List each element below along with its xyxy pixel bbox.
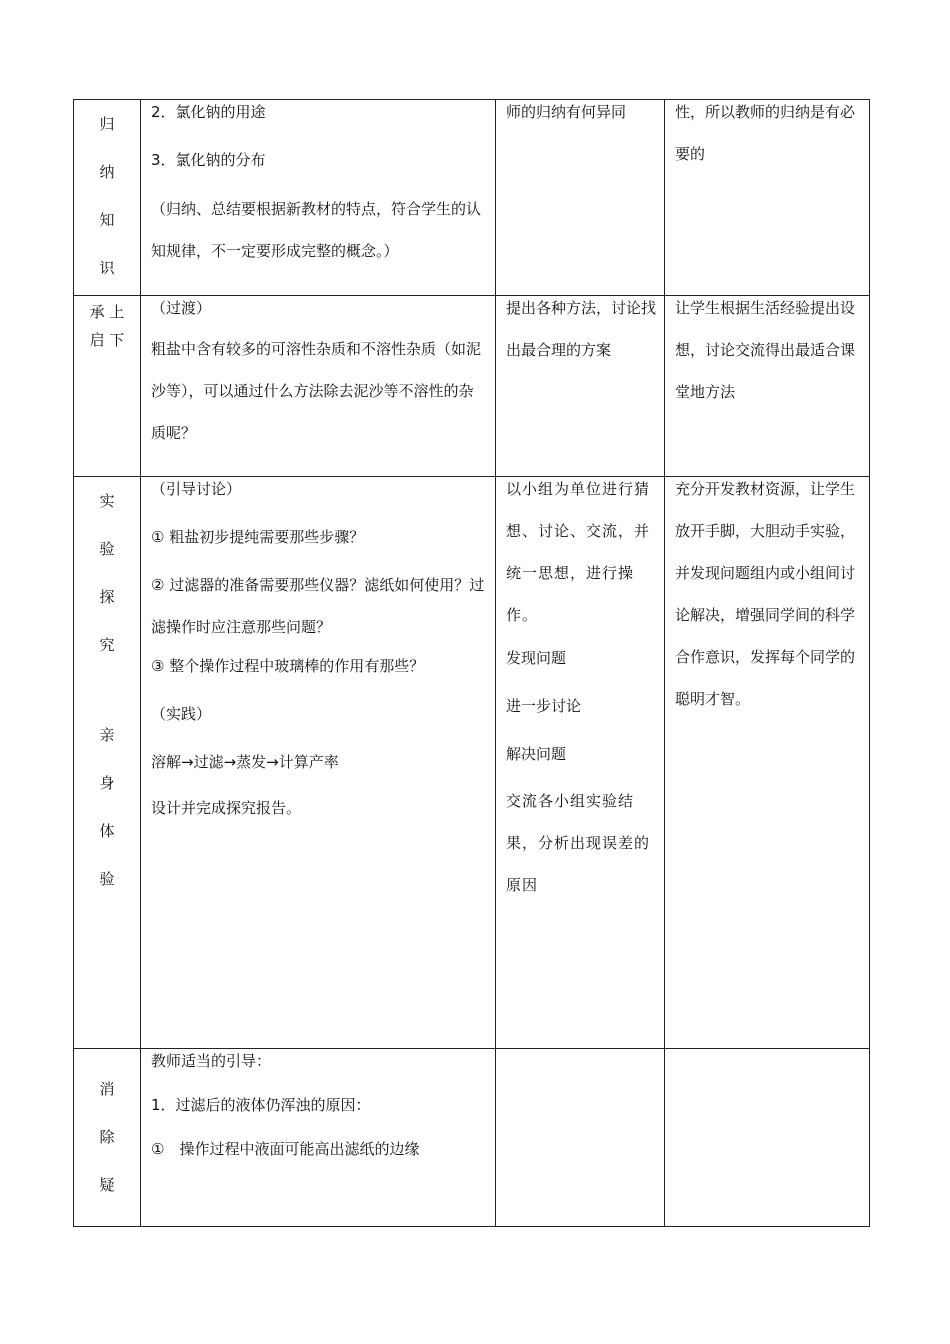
section-char: 验 (99, 870, 115, 888)
student-line: 交流各小组实验结果，分析出现误差的原因 (506, 792, 651, 894)
content-line: （实践） (151, 705, 212, 723)
design-intent-cell (665, 1049, 870, 1227)
section-char: 消 (99, 1080, 115, 1098)
table-row (74, 477, 870, 1049)
intent-line: 性，所以教师的归纳是有必要的 (675, 103, 856, 163)
section-char: 验 (99, 540, 115, 558)
student-line: 提出各种方法，讨论找出最合理的方案 (506, 299, 657, 359)
student-line: 解决问题 (506, 745, 567, 763)
section-char: 疑 (99, 1176, 115, 1194)
table-row (74, 100, 870, 296)
lesson-plan-table (73, 99, 870, 1227)
section-char: 除 (99, 1128, 115, 1146)
section-char: 知 (99, 211, 115, 229)
content-line: （引导讨论） (151, 480, 242, 498)
content-line: 教师适当的引导： (151, 1052, 272, 1070)
content-line: （归纳、总结要根据新教材的特点，符合学生的认知规律，不一定要形成完整的概念。） (151, 200, 482, 260)
content-line: ② 过滤器的准备需要那些仪器？滤纸如何使用？过滤操作时应注意那些问题？ (151, 576, 485, 636)
section-char: 究 (99, 636, 115, 654)
student-line: 师的归纳有何异同 (506, 103, 627, 121)
student-activity-cell (496, 296, 665, 477)
section-char: 承 上 (89, 303, 125, 321)
section-cell (74, 100, 141, 296)
section-char: 纳 (99, 163, 115, 181)
section-char: 探 (99, 588, 115, 606)
section-char: 体 (99, 822, 115, 840)
intent-line: 让学生根据生活经验提出设想，讨论交流得出最适合课堂地方法 (675, 299, 856, 401)
content-cell (141, 100, 496, 296)
content-line: （过渡） (151, 299, 212, 317)
content-cell (141, 1049, 496, 1227)
student-activity-cell (496, 1049, 665, 1227)
intent-line: 充分开发教材资源，让学生放开手脚，大胆动手实验，并发现问题组内或小组间讨论解决，增强同学间的科学合作意识，发挥每个同学的聪明才智。 (675, 480, 856, 708)
section-char: 实 (99, 492, 115, 510)
student-line: 以小组为单位进行猜想、讨论、交流，并统一思想，进行操作。 (506, 480, 651, 624)
content-line: 1．过滤后的液体仍浑浊的原因： (151, 1096, 371, 1114)
content-line: 2．氯化钠的用途 (151, 103, 266, 121)
section-cell (74, 296, 141, 477)
section-cell (74, 1049, 141, 1227)
student-activity-cell (496, 100, 665, 296)
content-line: 溶解→过滤→蒸发→计算产率 (151, 753, 339, 771)
section-char: 识 (99, 259, 115, 277)
design-intent-cell (665, 477, 870, 1049)
section-char: 启 下 (89, 331, 125, 349)
design-intent-cell (665, 296, 870, 477)
content-line: 粗盐中含有较多的可溶性杂质和不溶性杂质（如泥沙等），可以通过什么方法除去泥沙等不溶性的杂质呢？ (151, 340, 482, 442)
section-char: 亲 (99, 726, 115, 744)
content-line: 3．氯化钠的分布 (151, 151, 266, 169)
student-line: 进一步讨论 (506, 697, 582, 715)
section-cell (74, 477, 141, 1049)
table-row (74, 1049, 870, 1227)
section-char: 归 (99, 115, 115, 133)
table-row (74, 296, 870, 477)
content-cell (141, 296, 496, 477)
student-line: 发现问题 (506, 649, 567, 667)
content-line: ① 粗盐初步提纯需要那些步骤？ (151, 528, 365, 546)
student-activity-cell (496, 477, 665, 1049)
section-char: 身 (99, 774, 115, 792)
section-char (74, 669, 140, 711)
content-line: 设计并完成探究报告。 (151, 799, 302, 817)
design-intent-cell (665, 100, 870, 296)
content-cell (141, 477, 496, 1049)
content-line: ① 操作过程中液面可能高出滤纸的边缘 (151, 1140, 420, 1158)
content-line: ③ 整个操作过程中玻璃棒的作用有那些？ (151, 657, 425, 675)
